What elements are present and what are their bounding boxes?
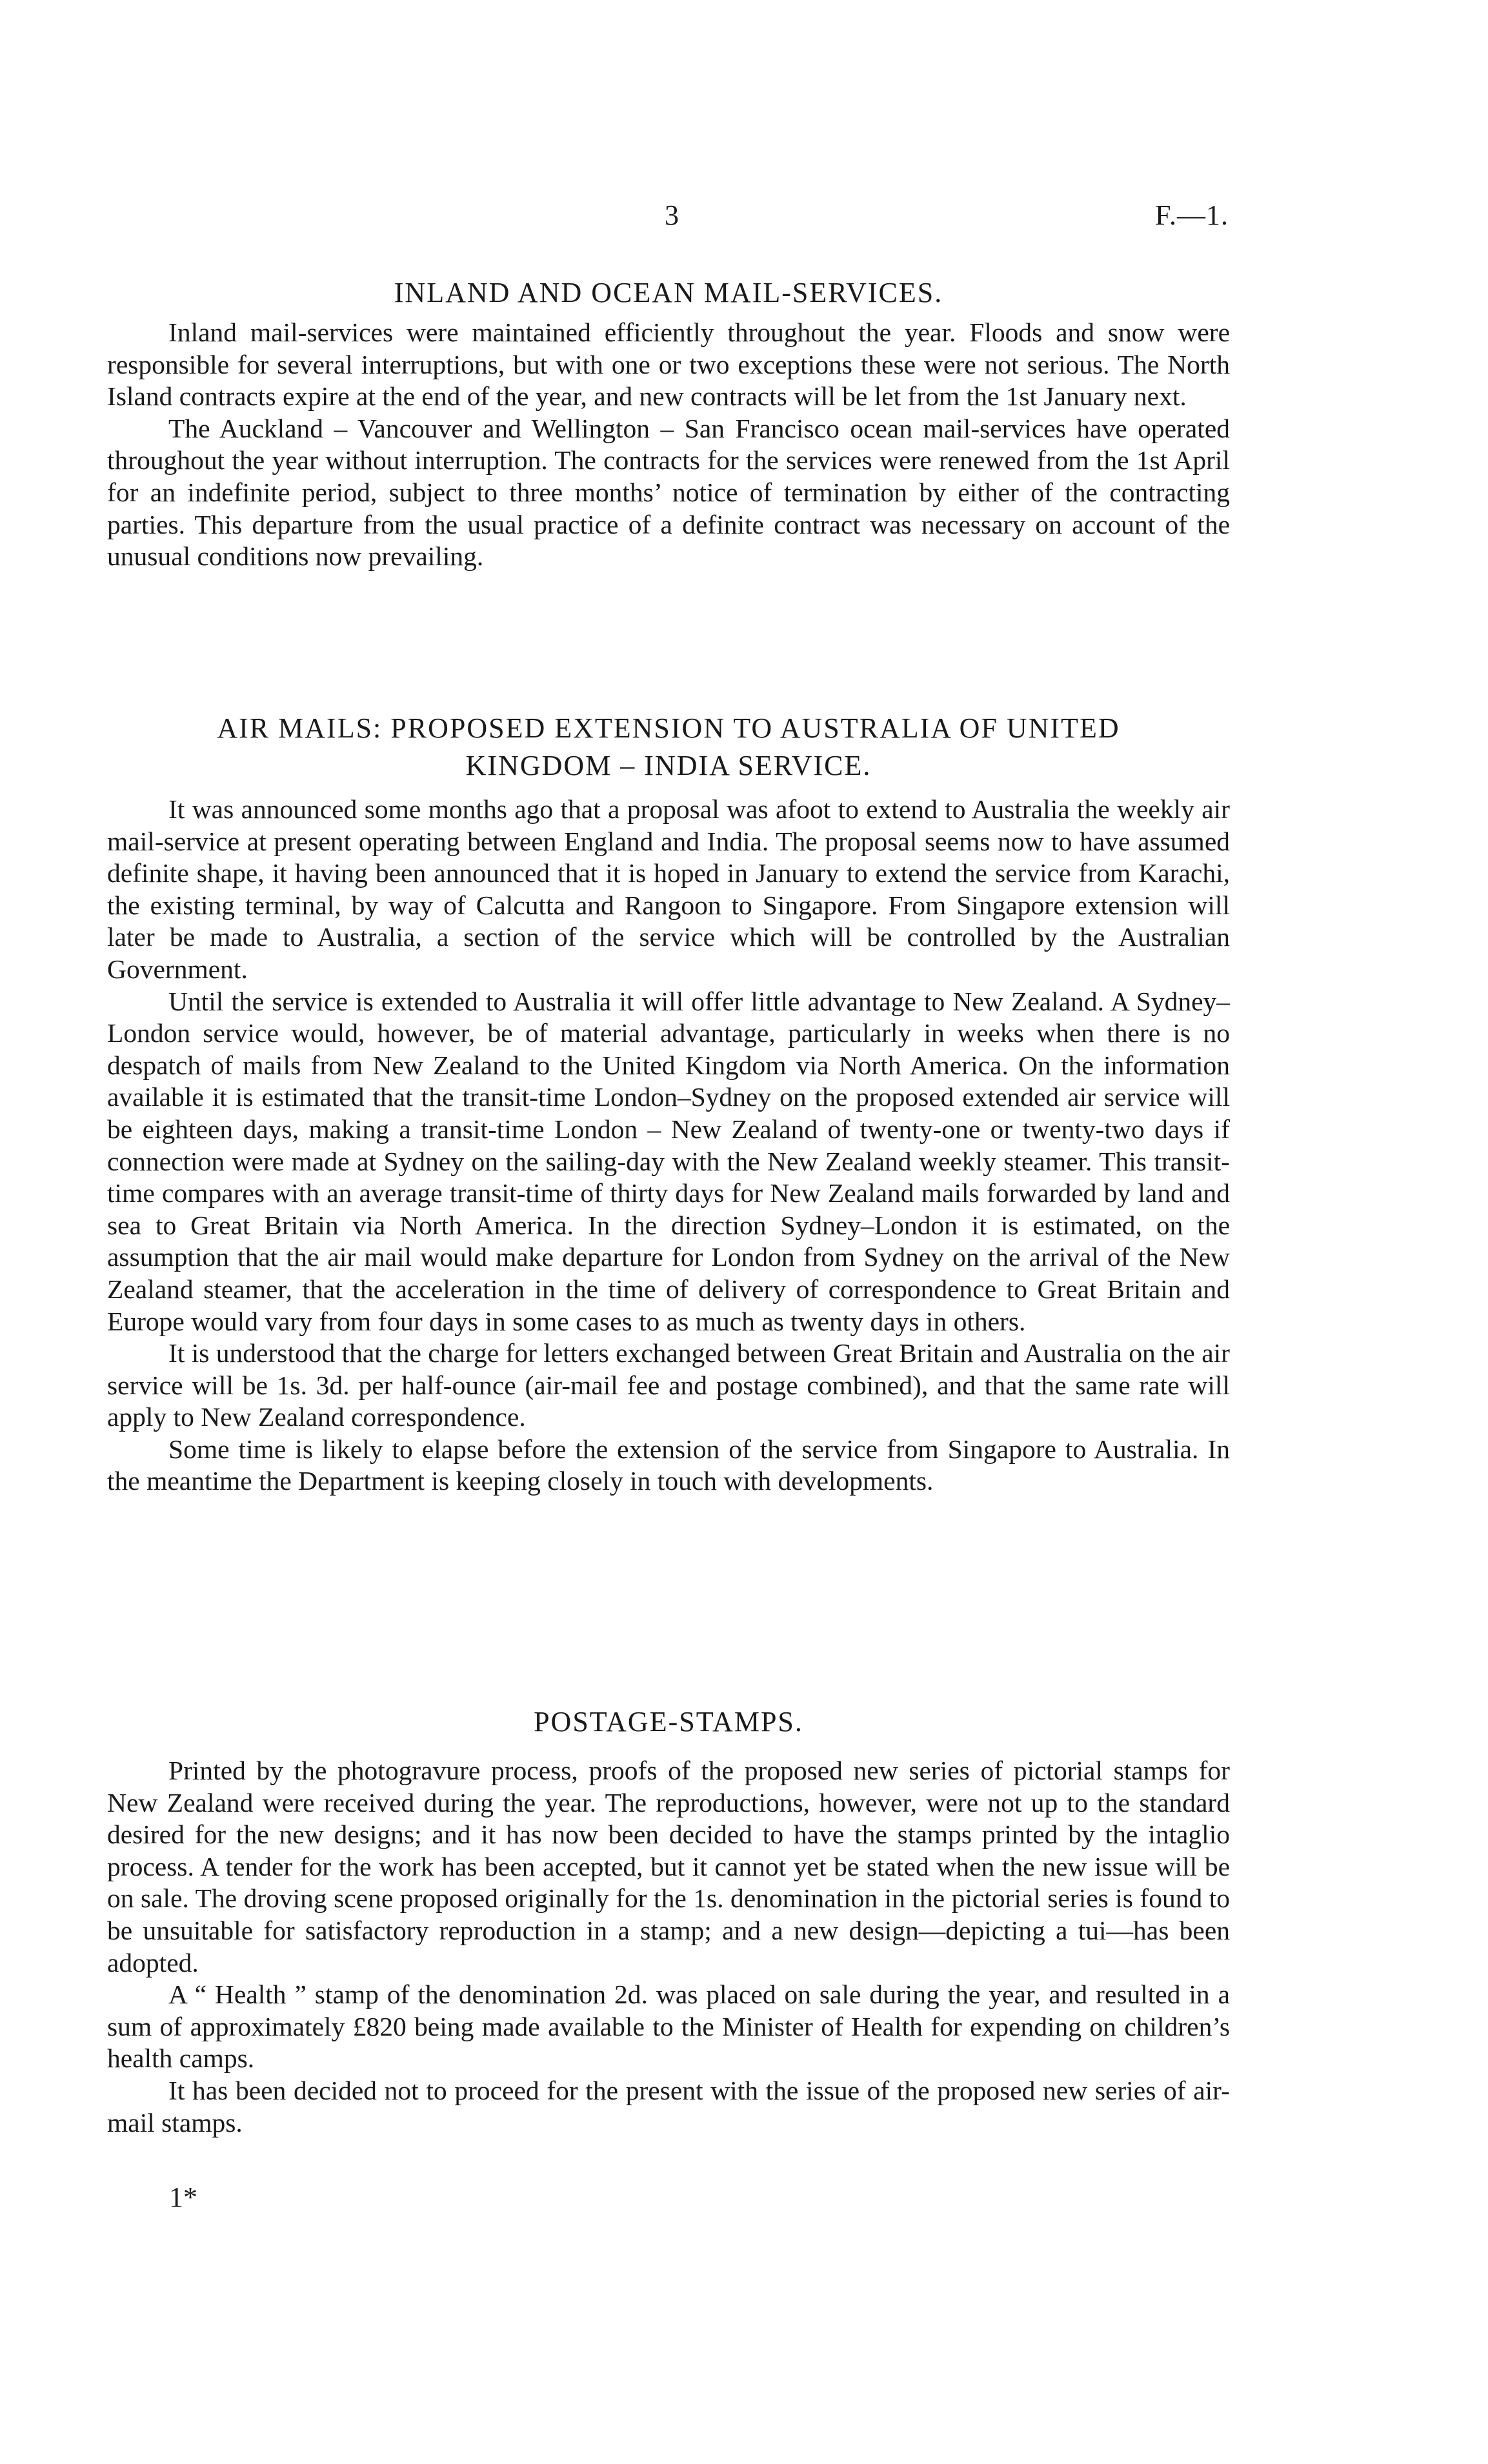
section-postage-stamps bbox=[107, 1703, 1230, 2139]
page-number: 3 bbox=[665, 199, 679, 231]
paragraph: It has been decided not to proceed for the present with the issue of the proposed new series of air-mail stamps. bbox=[107, 2075, 1230, 2138]
document-reference: F.—1. bbox=[1155, 199, 1229, 231]
signature-mark: 1* bbox=[169, 2181, 197, 2213]
section-inland-ocean-mail bbox=[107, 274, 1230, 573]
paragraph: It is understood that the charge for letters exchanged between Great Britain and Australia on the air service will be 1s. 3d. per half-ounce (air-mail fee and postage combined), and that the same rate will apply to New Zealand correspondence. bbox=[107, 1338, 1230, 1432]
section-title: POSTAGE-STAMPS. bbox=[534, 1706, 803, 1738]
section-title-line-1: AIR MAILS: PROPOSED EXTENSION TO AUSTRALIA OF UNITED bbox=[217, 712, 1120, 744]
section-air-mails bbox=[107, 710, 1230, 1497]
paragraph: Some time is likely to elapse before the extension of the service from Singapore to Australia. In the meantime the Department is keeping closely in touch with developments. bbox=[107, 1434, 1230, 1496]
section-title: INLAND AND OCEAN MAIL-SERVICES. bbox=[394, 277, 943, 308]
paragraph: A “ Health ” stamp of the denomination 2d. was placed on sale during the year, and resulted in a sum of approximately £820 being made available to the Minister of Health for expending on children’s health camps. bbox=[107, 1979, 1230, 2074]
paragraph: Printed by the photogravure process, proofs of the proposed new series of pictorial stamps for New Zealand were received during the year. The reproductions, however, were not up to the standard desired for the new designs; and it has now been decided to have the stamps printed by the intaglio process. A tender for the work has been accepted, but it cannot yet be stated when the new issue will be on sale. The droving scene proposed originally for the 1s. denomination in the pictorial series is found to be unsuitable for satisfactory reproduction in a stamp; and a new design—depicting a tui—has been adopted. bbox=[107, 1756, 1230, 1978]
section-title-line-2: KINGDOM – INDIA SERVICE. bbox=[465, 750, 872, 781]
paragraph: Inland mail-services were maintained efficiently throughout the year. Floods and snow were responsible for several interruptions, but with one or two exceptions these were not serious. The North Island contracts expire at the end of the year, and new contracts will be let from the 1st January next. bbox=[107, 317, 1230, 412]
paragraph: Until the service is extended to Australia it will offer little advantage to New Zealand. A Sydney–London service would, however, be of material advantage, particularly in weeks when there is no despatch of mails from New Zealand to the United Kingdom via North America. On the information available it is estimated that the transit-time London–Sydney on the proposed extended air service will be eighteen days, making a transit-time London – New Zealand of twenty-one or twenty-two days if connection were made at Sydney on the sailing-day with the New Zealand weekly steamer. This transit-time compares with an average transit-time of thirty days for New Zealand mails forwarded by land and sea to Great Britain via North America. In the direction Sydney–London it is estimated, on the assumption that the air mail would make departure for London from Sydney on the arrival of the New Zealand steamer, that the acceleration in the time of delivery of correspondence to Great Britain and Europe would vary from four days in some cases to as much as twenty days in others. bbox=[107, 986, 1230, 1336]
paragraph: The Auckland – Vancouver and Wellington – San Francisco ocean mail-services have operated throughout the year without interruption. The contracts for the services were renewed from the 1st April for an indefinite period, subject to three months’ notice of termination by either of the contracting parties. This departure from the usual practice of a definite contract was necessary on account of the unusual conditions now prevailing. bbox=[107, 413, 1230, 572]
paragraph: It was announced some months ago that a proposal was afoot to extend to Australia the weekly air mail-service at present operating between England and India. The proposal seems now to have assumed definite shape, it having been announced that it is hoped in January to extend the service from Karachi, the existing terminal, by way of Calcutta and Rangoon to Singapore. From Singapore extension will later be made to Australia, a section of the service which will be controlled by the Australian Government. bbox=[107, 794, 1230, 984]
